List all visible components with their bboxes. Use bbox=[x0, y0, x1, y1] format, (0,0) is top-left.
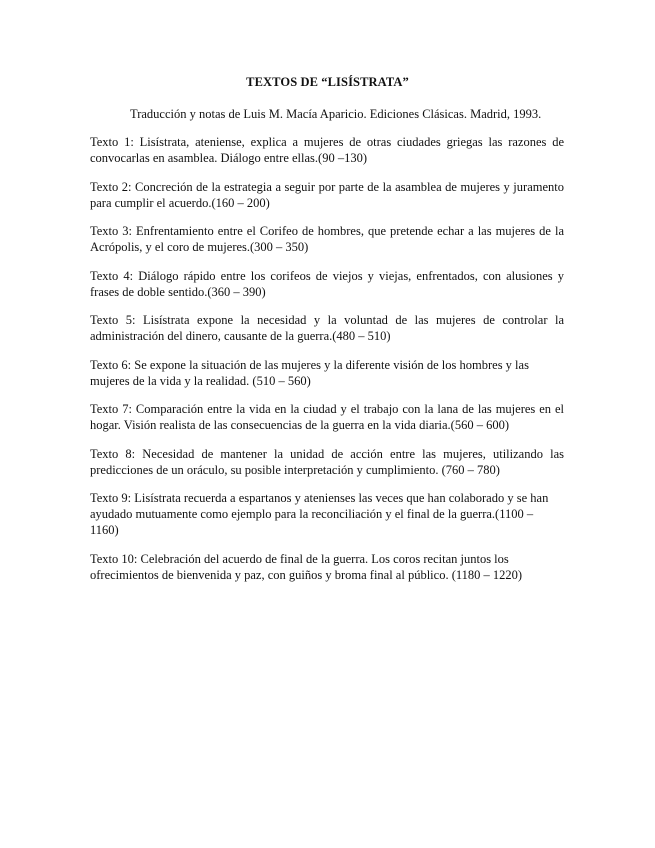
text-entry-1: Texto 1: Lisístrata, ateniense, explica a mujeres de otras ciudades griegas las razones de convocarlas en asamblea. Diálogo entre ellas.(90 –130) bbox=[90, 135, 564, 165]
text-entry-9: Texto 9: Lisístrata recuerda a espartanos y atenienses las veces que han colaborado y se han ayudado mutuamente como ejemplo para la reconciliación y el final de la guerra.(1100 – 1160) bbox=[90, 491, 549, 537]
text-entry-5: Texto 5: Lisístrata expone la necesidad y la voluntad de las mujeres de controlar la administración del dinero, causante de la guerra.(480 – 510) bbox=[90, 313, 564, 343]
text-entry-8: Texto 8: Necesidad de mantener la unidad de acción entre las mujeres, utilizando las predicciones de un oráculo, su posible interpretación y cumplimiento. (760 – 780) bbox=[90, 446, 564, 477]
text-entry-6: Texto 6: Se expone la situación de las mujeres y la diferente visión de los hombres y las mujeres de la vida y la realidad. (510 – 560) bbox=[90, 357, 529, 388]
text-entry-3: Texto 3: Enfrentamiento entre el Corifeo de hombres, que pretende echar a las mujeres de la Acrópolis, y el coro de mujeres.(300 – 350) bbox=[90, 224, 564, 254]
text-entry-2: Texto 2: Concreción de la estrategia a seguir por parte de la asamblea de mujeres y juramento para cumplir el acuerdo.(160 – 200) bbox=[90, 179, 564, 210]
text-list bbox=[90, 134, 564, 595]
text-entry-4: Texto 4: Diálogo rápido entre los corifeos de viejos y viejas, enfrentados, con alusiones y frases de doble sentido.(360 – 390) bbox=[90, 268, 564, 299]
document-title: TEXTOS DE “LISÍSTRATA” bbox=[246, 75, 409, 89]
text-entry-10: Texto 10: Celebración del acuerdo de final de la guerra. Los coros recitan juntos los ofrecimientos de bienvenida y paz, con guiños y broma final al público. (1180 – 1220) bbox=[90, 551, 523, 582]
document-subtitle: Traducción y notas de Luis M. Macía Aparicio. Ediciones Clásicas. Madrid, 1993. bbox=[130, 107, 542, 121]
text-entry-7: Texto 7: Comparación entre la vida en la ciudad y el trabajo con la lana de las mujeres en el hogar. Visión realista de las consecuencias de la guerra en la vida diaria.(560 – 600) bbox=[90, 402, 564, 432]
